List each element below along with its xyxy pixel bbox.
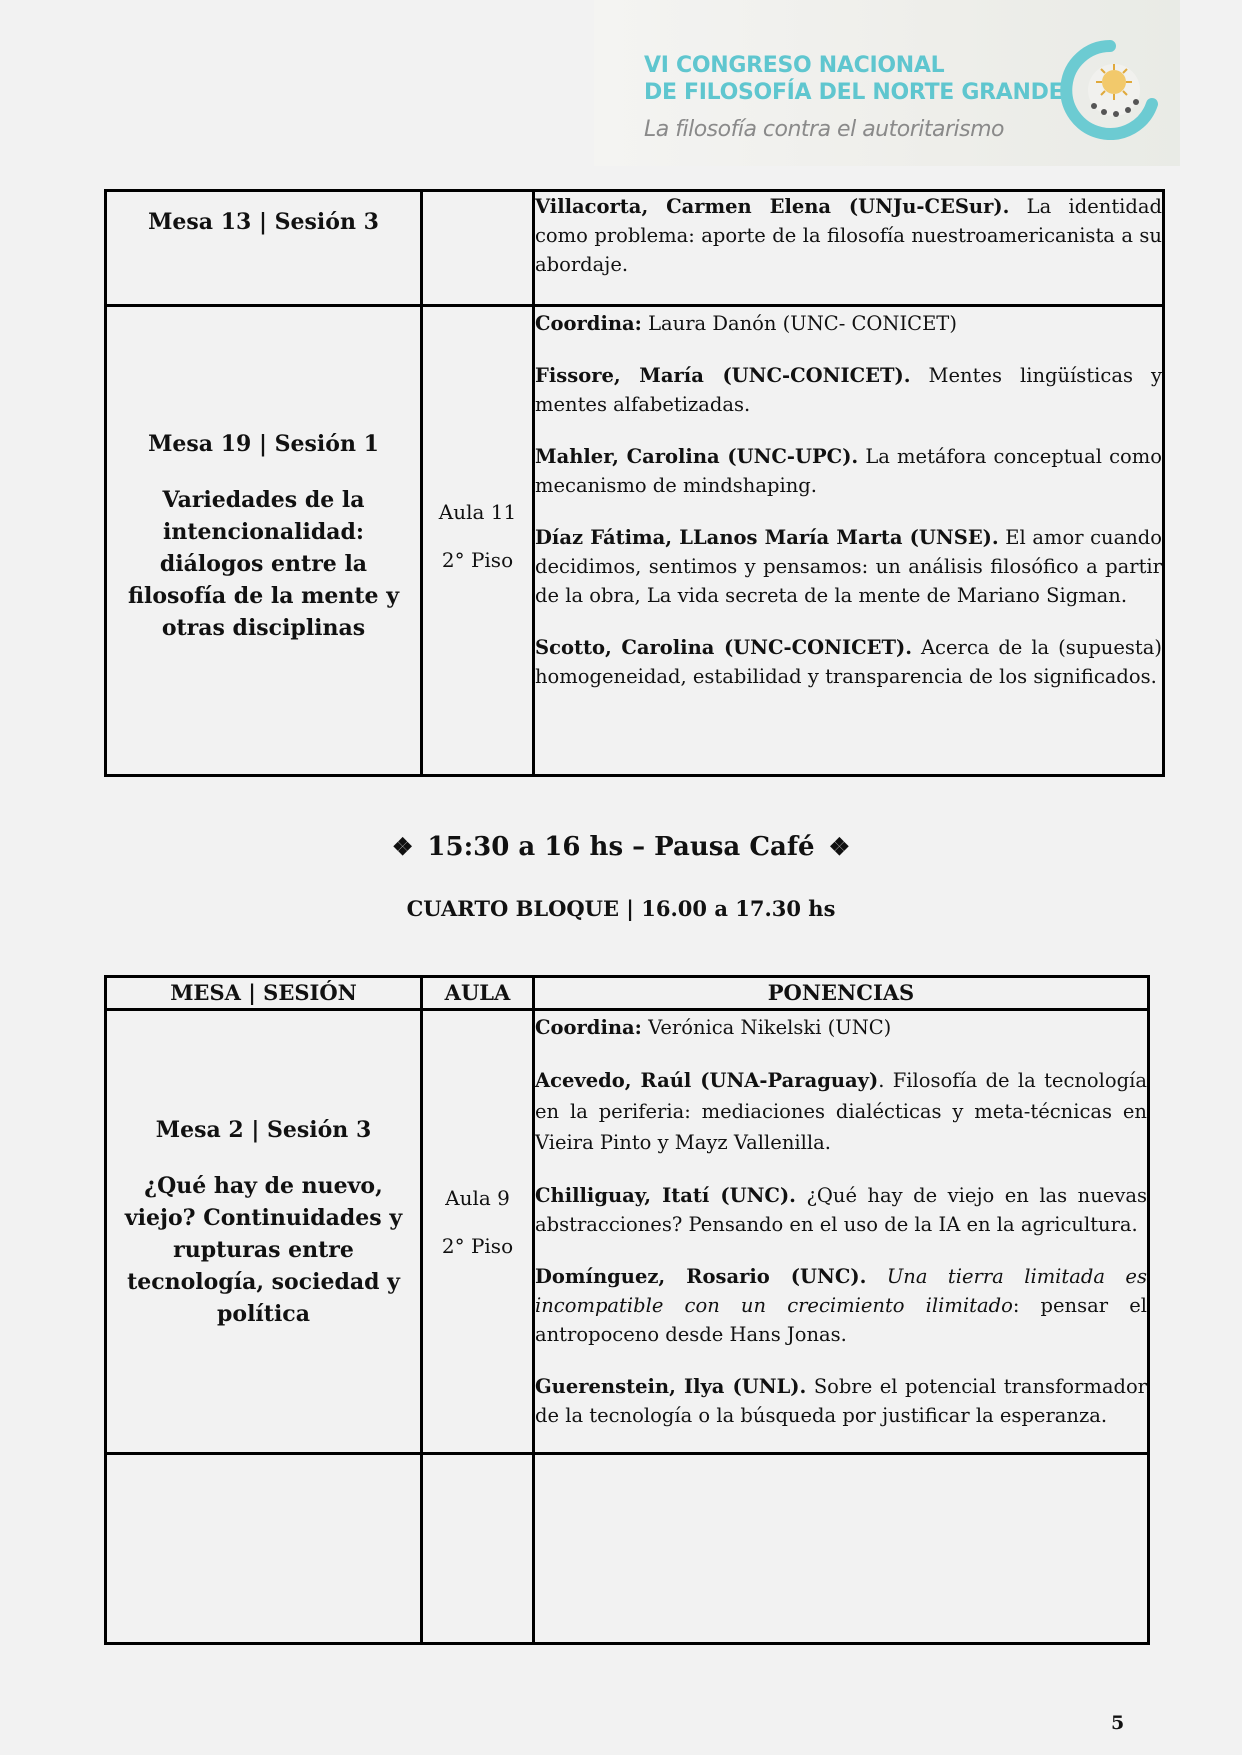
ponencia-title-italic: Una tierra limitada es incompatible con un crecimiento ilimitado — [535, 1265, 1147, 1317]
ponencia-item — [535, 523, 1162, 610]
ponencia-author: Villacorta, Carmen Elena (UNJu-CESur). — [535, 195, 1010, 218]
ponencia-item — [535, 1372, 1147, 1430]
aula-label: Aula 9 — [445, 1185, 510, 1210]
mesa-cell — [106, 1010, 422, 1454]
ponencia-item — [535, 442, 1162, 500]
logo-title-line1: VI CONGRESO NACIONAL — [644, 53, 945, 78]
mesa-title: Variedades de la intencionalidad: diálogos entre la filosofía de la mente y otras disciplinas — [127, 486, 399, 641]
mesa-label: Mesa 2 | Sesión 3 — [155, 1116, 372, 1143]
ponencias-cell — [534, 1010, 1149, 1454]
header-ponencias: PONENCIAS — [534, 977, 1149, 1010]
coordinator — [535, 309, 1162, 338]
ponencia-author: Chilliguay, Itatí (UNC). — [535, 1184, 796, 1207]
congress-logo — [594, 0, 1180, 166]
table-row — [106, 191, 1164, 306]
coordinator — [535, 1013, 1147, 1042]
coffee-break-text: 15:30 a 16 hs – Pausa Café — [427, 832, 815, 862]
ponencia-item — [535, 633, 1162, 691]
diamond-icon: ❖ — [391, 832, 414, 861]
aula-label: Aula 11 — [438, 499, 517, 524]
ponencia-author: Scotto, Carolina (UNC-CONICET). — [535, 636, 912, 659]
ponencia-title: ¿Qué hay de viejo en las nuevas abstracciones? Pensando en el uso de la IA en la agricultura. — [535, 1184, 1147, 1236]
sun-emblem-icon — [1060, 40, 1160, 140]
ponencia-author: Acevedo, Raúl (UNA-Paraguay) — [535, 1069, 879, 1092]
mesa-cell — [106, 1454, 422, 1644]
table-header-row — [106, 977, 1149, 1010]
mesa-cell — [106, 191, 422, 306]
diamond-icon: ❖ — [828, 832, 851, 861]
ponencia-author: Díaz Fátima, LLanos María Marta (UNSE). — [535, 526, 999, 549]
ponencia-item — [535, 1065, 1147, 1158]
mesa-cell — [106, 306, 422, 776]
ponencia-title: : pensar el antropoceno desde Hans Jonas. — [535, 1294, 1148, 1346]
ponencias-cell — [534, 1454, 1149, 1644]
ponencia-item — [535, 1181, 1147, 1239]
table-row-empty — [106, 1454, 1149, 1644]
aula-cell — [422, 306, 534, 776]
ponencia-title: Sobre el potencial transformador de la tecnología o la búsqueda por justificar la esperanza. — [535, 1375, 1148, 1427]
ponencia-title: La identidad como problema: aporte de la filosofía nuestroamericanista a su abordaje. — [535, 195, 1162, 276]
ponencias-cell — [534, 306, 1164, 776]
ponencia-item — [535, 1262, 1147, 1349]
coffee-break-heading — [0, 832, 1242, 862]
page-number: 5 — [1111, 1712, 1125, 1734]
ponencia-author: Domínguez, Rosario (UNC). — [535, 1265, 867, 1288]
table-row — [106, 306, 1164, 776]
ponencia-title: El amor cuando decidimos, sentimos y pensamos: un análisis filosófico a partir de la obra, La vida secreta de la mente de Mariano Sigman. — [535, 526, 1162, 607]
schedule-table-top — [104, 189, 1165, 777]
ponencia-author: Fissore, María (UNC-CONICET). — [535, 364, 911, 387]
ponencia-title: Acerca de la (supuesta) homogeneidad, estabilidad y transparencia de los significados. — [535, 636, 1162, 688]
aula-cell — [422, 1010, 534, 1454]
mesa-label: Mesa 19 | Sesión 1 — [148, 430, 379, 457]
mesa-title: ¿Qué hay de nuevo, viejo? Continuidades y rupturas entre tecnología, sociedad y política — [124, 1172, 403, 1327]
logo-tagline: La filosofía contra el autoritarismo — [644, 117, 1004, 142]
ponencia-author: Guerenstein, Ilya (UNL). — [535, 1375, 807, 1398]
ponencias-cell — [534, 191, 1164, 306]
ponencia-author: Mahler, Carolina (UNC-UPC). — [535, 445, 859, 468]
ponencia-item — [535, 361, 1162, 419]
coord-name: Laura Danón (UNC- CONICET) — [641, 312, 957, 335]
logo-title-line2: DE FILOSOFÍA DEL NORTE GRANDE — [644, 80, 1064, 105]
ponencia-title: La metáfora conceptual como mecanismo de mindshaping. — [535, 445, 1162, 497]
piso-label: 2° Piso — [441, 1233, 514, 1258]
ponencia-title: Mentes lingüísticas y mentes alfabetizadas. — [535, 364, 1162, 416]
block-heading: CUARTO BLOQUE | 16.00 a 17.30 hs — [406, 896, 836, 921]
coord-label: Coordina: — [535, 312, 642, 335]
table-row — [106, 1010, 1149, 1454]
schedule-table-bottom — [104, 975, 1150, 1645]
header-aula: AULA — [422, 977, 534, 1010]
ponencia-title: . Filosofía de la tecnología en la periferia: mediaciones dialécticas y meta-técnicas en Vieira Pinto y Mayz Vallenilla. — [535, 1069, 1147, 1154]
piso-label: 2° Piso — [441, 547, 514, 572]
mesa-label: Mesa 13 | Sesión 3 — [148, 209, 379, 235]
aula-cell — [422, 191, 534, 306]
aula-cell — [422, 1454, 534, 1644]
coord-label: Coordina: — [535, 1016, 642, 1039]
header-mesa: MESA | SESIÓN — [106, 977, 422, 1010]
ponencia-item — [535, 192, 1162, 279]
coord-name: Verónica Nikelski (UNC) — [641, 1016, 892, 1039]
